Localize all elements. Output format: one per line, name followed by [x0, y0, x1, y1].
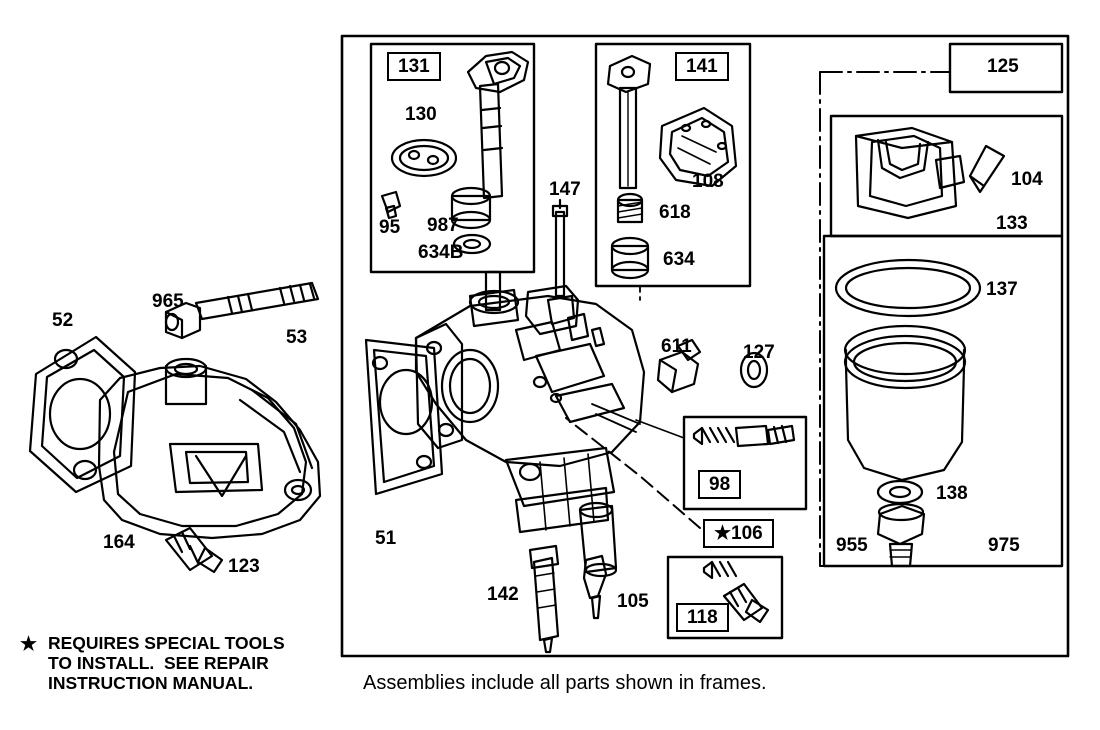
label-106: ★106 — [703, 519, 774, 548]
part-53-thread-2 — [290, 286, 294, 301]
part-634-spacer — [612, 246, 648, 270]
part-108-slot — [682, 136, 716, 152]
label-108: 108 — [692, 171, 724, 192]
part-164-neck-bore — [175, 364, 197, 374]
label-123: 123 — [228, 556, 260, 577]
part-955-bolt-shank — [890, 544, 912, 566]
part-52-gasket — [30, 337, 135, 492]
part-53-thread-3 — [300, 285, 304, 300]
footnote-line-1: REQUIRES SPECIAL TOOLS — [48, 633, 285, 653]
label-618: 618 — [659, 202, 691, 223]
part-108-hole1 — [682, 125, 690, 131]
part-53-thread-1 — [280, 288, 284, 303]
label-141: 141 — [675, 52, 729, 81]
part-137-gasket-in — [846, 268, 970, 308]
part-618-coil2 — [618, 208, 642, 212]
label-118: 118 — [676, 603, 729, 632]
part-141-shaft-head-hole — [622, 67, 634, 77]
part-142-line1 — [536, 573, 554, 576]
part-carb-detail-5 — [592, 328, 604, 346]
part-164-detail-1 — [114, 374, 306, 526]
part-141-shaft-head — [608, 56, 650, 92]
part-51-bore — [380, 370, 432, 434]
part-142-line2 — [537, 589, 555, 592]
part-118-spring — [704, 562, 712, 578]
part-98-coil4 — [726, 428, 734, 442]
part-634B-washer-hole — [464, 240, 480, 248]
part-164-rib2 — [240, 400, 300, 472]
label-164: 164 — [103, 532, 135, 553]
part-123-screw-thread2 — [182, 532, 190, 549]
part-98-coil2 — [710, 428, 718, 442]
leader-106-to-carb — [566, 418, 700, 528]
label-965: 965 — [152, 291, 184, 312]
part-123-screw-thread1 — [174, 536, 182, 552]
label-138: 138 — [936, 483, 968, 504]
part-965-nut-bore — [166, 314, 178, 330]
part-138-washer — [878, 481, 922, 503]
part-bowl-rim-flange — [846, 350, 964, 368]
part-108-hole2 — [702, 121, 710, 127]
label-975: 975 — [988, 535, 1020, 556]
footnote-star-icon: ★ — [20, 634, 38, 655]
part-carb-lower-boss — [520, 464, 540, 480]
part-147-rod — [556, 212, 564, 296]
label-104: 104 — [1011, 169, 1043, 190]
part-104-screw — [970, 146, 1004, 186]
part-618-coil3 — [618, 214, 642, 218]
part-98-coil3 — [718, 428, 726, 442]
part-118-coil3 — [728, 562, 736, 576]
label-133: 133 — [996, 213, 1028, 234]
part-53-thread-6 — [238, 296, 242, 312]
part-52-gasket-inner — [42, 350, 124, 478]
label-142: 142 — [487, 584, 519, 605]
label-131: 131 — [387, 52, 441, 81]
footnote-line-3: INSTRUCTION MANUAL. — [48, 673, 254, 693]
part-130-disc-inner — [400, 146, 448, 170]
footnote-line-2: TO INSTALL. SEE REPAIR — [48, 653, 269, 673]
part-carb-flange-hole-bot — [439, 424, 453, 436]
part-bowl-rim-in — [854, 343, 956, 381]
part-choke-shaft-notch2 — [483, 126, 501, 128]
part-130-hole-2 — [428, 156, 438, 164]
label-955: 955 — [836, 535, 868, 556]
part-118-screw-th2 — [738, 588, 746, 602]
part-53-stud-shaft — [196, 283, 318, 319]
part-123-screw-head — [198, 548, 222, 572]
label-51: 51 — [375, 528, 397, 549]
part-138-washer-hole — [890, 487, 910, 497]
main-assembly-frame — [342, 36, 1068, 656]
label-53: 53 — [286, 327, 308, 348]
label-634b: 634B — [418, 242, 464, 263]
part-carb-detail-3 — [556, 384, 624, 422]
part-118-coil1 — [712, 562, 720, 576]
part-108-slot2 — [678, 148, 710, 164]
label-634: 634 — [663, 249, 695, 270]
part-choke-shaft — [480, 84, 502, 198]
label-125: 125 — [987, 56, 1019, 77]
part-52-bore — [50, 379, 110, 449]
label-95: 95 — [379, 217, 401, 238]
leader-98-to-carb — [636, 420, 684, 438]
part-carb-hole-a — [534, 377, 546, 387]
label-611: 611 — [661, 336, 692, 357]
part-955-bolt-head — [878, 506, 924, 544]
part-127-washer-hole — [748, 361, 760, 379]
label-98: 98 — [698, 470, 741, 499]
part-carb-bore-inner — [450, 359, 490, 413]
part-95-screw — [382, 192, 400, 212]
part-98-tip — [768, 426, 794, 444]
part-164-neck — [166, 366, 206, 404]
part-142-line3 — [538, 605, 556, 608]
part-51-hole-bot — [417, 456, 431, 468]
label-137: 137 — [986, 279, 1018, 300]
part-98-coil1 — [702, 428, 710, 442]
part-142-tip — [544, 638, 552, 652]
part-53-thread-7 — [248, 294, 252, 310]
part-123-screw-thread3 — [190, 546, 198, 563]
label-130: 130 — [405, 104, 437, 125]
part-130-hole-1 — [409, 151, 419, 159]
part-98-spring — [694, 428, 702, 444]
label-127: 127 — [743, 342, 775, 363]
label-52: 52 — [52, 310, 74, 331]
label-105: 105 — [617, 591, 649, 612]
part-carb-linkage2 — [596, 414, 636, 432]
frame-975 — [824, 236, 1062, 566]
part-53-thread-5 — [228, 297, 232, 313]
part-98-body — [736, 426, 768, 446]
part-choke-shaft-notch1 — [482, 108, 500, 110]
part-142-needle — [534, 558, 558, 640]
part-choke-lever-hole — [495, 62, 509, 74]
part-carb-lower-ribs3 — [588, 454, 594, 522]
part-carb-detail-1 — [516, 322, 560, 360]
part-118-coil2 — [720, 562, 728, 576]
part-105-clip-tail — [592, 596, 600, 618]
assembly-caption: Assemblies include all parts shown in frames. — [363, 672, 767, 694]
label-147: 147 — [549, 179, 581, 200]
part-bowl-body — [846, 366, 964, 480]
label-987: 987 — [427, 215, 459, 236]
